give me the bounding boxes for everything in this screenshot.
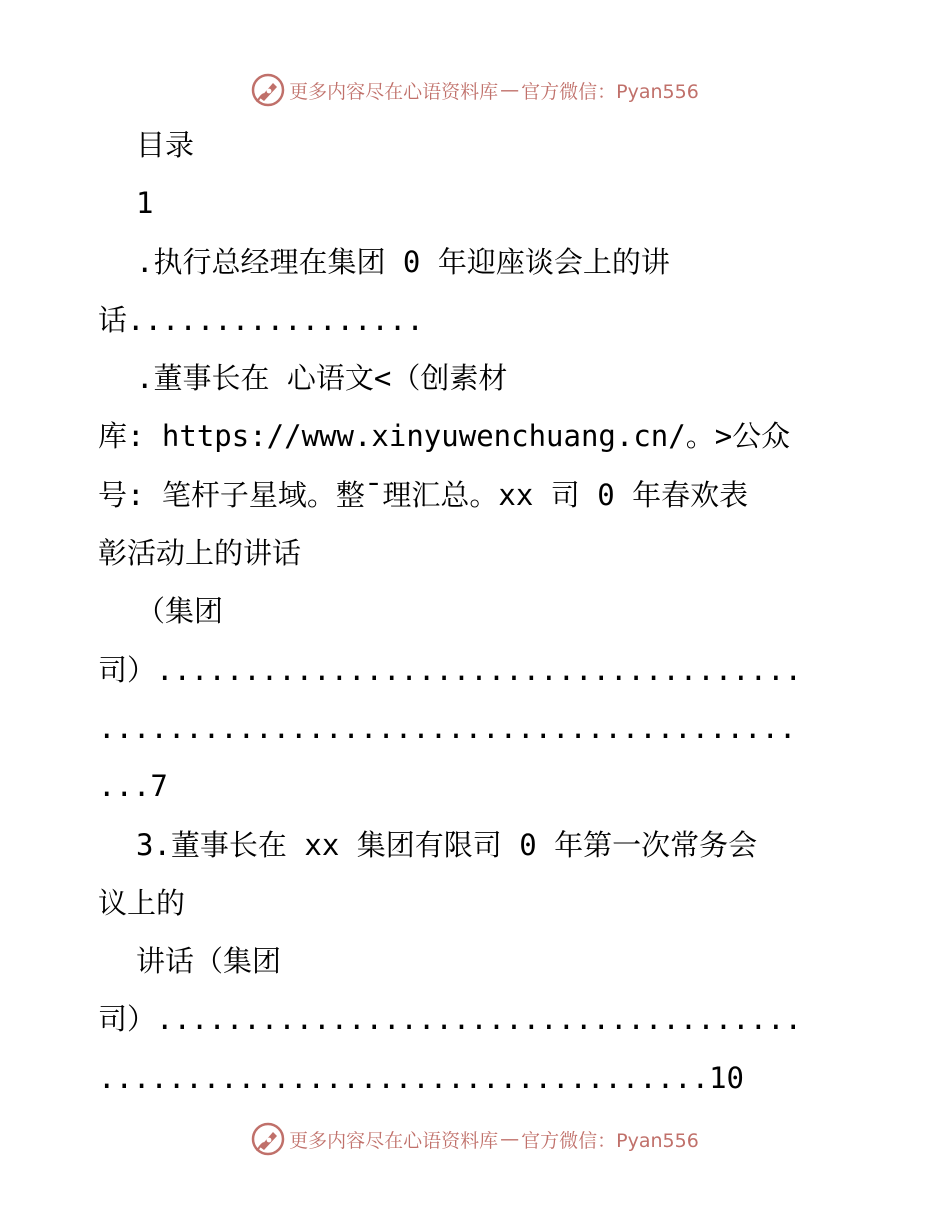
banner-separator: — xyxy=(500,1128,520,1150)
toc-line: 议上的 xyxy=(98,885,186,920)
toc-line: 司）..................................... xyxy=(98,652,803,687)
toc-body xyxy=(98,116,843,1107)
toc-line: ...7 xyxy=(98,769,168,804)
toc-line: （集团 xyxy=(136,594,224,629)
toc-line: 号: 笔杆子星域。整¯理汇总。xx 司 0 年春欢表 xyxy=(98,477,749,512)
toc-line: 讲话（集团 xyxy=(136,944,282,979)
toc-line: 1 xyxy=(136,186,154,221)
toc-line: 3.董事长在 xx 集团有限司 0 年第一次常务会 xyxy=(136,827,758,862)
toc-line: .董事长在 心语文<（创素材 xyxy=(136,361,508,396)
banner-wechat: 官方微信：Pyan556 xyxy=(521,80,699,103)
toc-line: ...................................10 xyxy=(98,1060,745,1095)
footer-banner xyxy=(0,1119,950,1159)
toc-line: .执行总经理在集团 0 年迎座谈会上的讲 xyxy=(136,244,670,279)
banner-text: 更多内容尽在心语资料库 xyxy=(289,80,499,103)
toc-line: 彰活动上的讲话 xyxy=(98,536,302,571)
pen-nib-logo-icon xyxy=(251,1122,285,1156)
toc-line: 司）..................................... xyxy=(98,1002,803,1037)
toc-heading: 目录 xyxy=(136,128,195,162)
header-banner xyxy=(0,70,950,110)
toc-line: ........................................ xyxy=(98,710,797,745)
toc-line: 话................. xyxy=(98,302,424,337)
pen-nib-logo-icon xyxy=(251,73,285,107)
banner-separator: — xyxy=(500,79,520,101)
toc-line: 库: https://www.xinyuwenchuang.cn/。>公众 xyxy=(98,419,791,454)
banner-wechat: 官方微信：Pyan556 xyxy=(521,1129,699,1152)
banner-text: 更多内容尽在心语资料库 xyxy=(289,1129,499,1152)
